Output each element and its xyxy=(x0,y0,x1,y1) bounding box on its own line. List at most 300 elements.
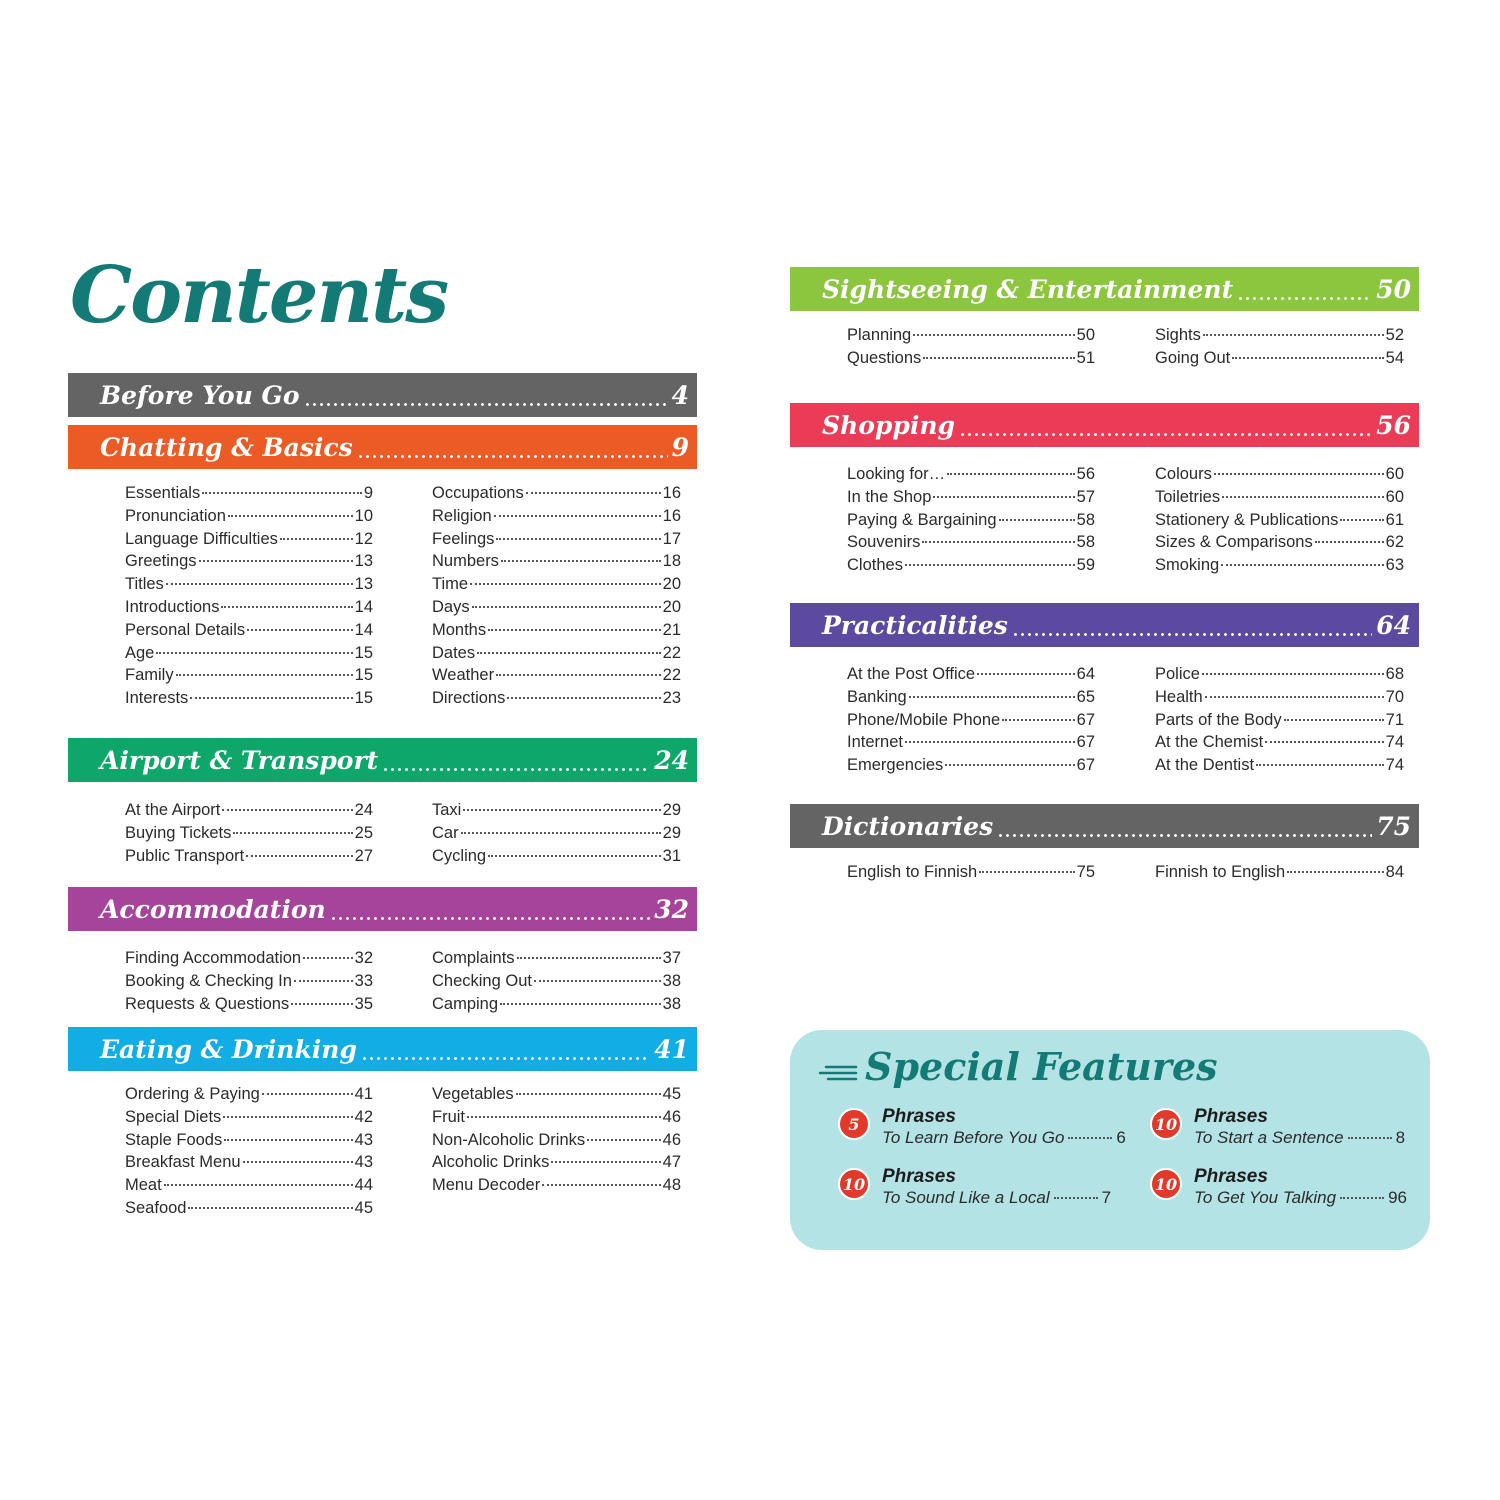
section-title: Airport & Transport xyxy=(100,745,379,775)
section-title: Eating & Drinking xyxy=(100,1034,357,1064)
dot-leader xyxy=(472,606,661,608)
entry-page: 33 xyxy=(354,971,373,990)
dot-leader xyxy=(1287,871,1383,873)
dot-leader xyxy=(291,1003,352,1005)
entry-page: 65 xyxy=(1076,687,1095,706)
entry-label: At the Airport xyxy=(125,801,221,819)
dot-leader xyxy=(526,492,661,494)
special-features-title: Special Features xyxy=(865,1044,1218,1089)
entry-page: 54 xyxy=(1385,348,1404,367)
toc-entry[interactable] xyxy=(847,863,1095,886)
toc-entry[interactable] xyxy=(1155,756,1404,779)
dot-leader xyxy=(1340,519,1383,521)
dot-leader xyxy=(909,696,1075,698)
entries-right-airport xyxy=(432,801,681,869)
toc-entry[interactable] xyxy=(432,507,681,530)
entry-label: Age xyxy=(125,643,155,662)
dot-leader xyxy=(357,455,668,458)
entry-label: Family xyxy=(125,666,174,685)
toc-entry[interactable] xyxy=(432,824,681,847)
count-badge-icon: 10 xyxy=(838,1168,870,1200)
toc-entry[interactable] xyxy=(125,1176,373,1199)
toc-entry[interactable] xyxy=(125,1085,373,1108)
dot-leader xyxy=(190,697,352,699)
entry-page: 13 xyxy=(354,575,373,594)
entry-page: 58 xyxy=(1076,533,1095,552)
toc-entry[interactable] xyxy=(847,733,1095,756)
toc-entry[interactable] xyxy=(432,552,681,575)
entry-label: Vegetables xyxy=(432,1085,514,1103)
dot-leader xyxy=(1202,673,1384,675)
toc-entry[interactable] xyxy=(1155,326,1404,349)
entry-label: Breakfast Menu xyxy=(125,1153,241,1172)
entry-label: Seafood xyxy=(125,1198,187,1217)
entry-page: 45 xyxy=(662,1085,681,1103)
dot-leader xyxy=(470,583,661,585)
dot-leader xyxy=(999,519,1075,521)
entry-page: 27 xyxy=(354,846,373,865)
entry-label: Planning xyxy=(847,326,912,344)
entry-page: 45 xyxy=(354,1198,373,1217)
dot-leader xyxy=(922,541,1074,543)
toc-entry[interactable] xyxy=(432,666,681,689)
dot-leader xyxy=(202,492,362,494)
entry-label: Parts of the Body xyxy=(1155,710,1282,729)
toc-entry[interactable] xyxy=(1155,688,1404,711)
dot-leader xyxy=(516,1093,661,1095)
entry-label: Looking for… xyxy=(847,465,946,483)
toc-entry[interactable] xyxy=(1155,533,1404,556)
entry-page: 41 xyxy=(354,1085,373,1103)
dot-leader xyxy=(477,652,661,654)
section-title: Sightseeing & Entertainment xyxy=(822,274,1234,304)
dot-leader xyxy=(551,1161,660,1163)
entry-label: Public Transport xyxy=(125,846,245,865)
entry-page: 13 xyxy=(354,552,373,571)
entry-label: Special Diets xyxy=(125,1107,222,1126)
section-header-airport[interactable] xyxy=(68,738,697,782)
entry-page: 18 xyxy=(662,552,681,571)
dot-leader xyxy=(1002,719,1074,721)
entry-label: Meat xyxy=(125,1176,162,1195)
section-header-accommodation[interactable] xyxy=(68,887,697,931)
dot-leader xyxy=(1232,357,1383,359)
dot-leader xyxy=(224,1139,352,1141)
toc-entry[interactable] xyxy=(432,1108,681,1131)
toc-entry[interactable] xyxy=(1155,465,1404,488)
entry-page: 21 xyxy=(662,620,681,639)
dot-leader xyxy=(1256,764,1384,766)
dot-leader xyxy=(913,334,1074,336)
dot-leader xyxy=(247,629,353,631)
entry-page: 59 xyxy=(1076,556,1095,575)
dot-leader xyxy=(330,917,651,920)
feature-heading: Phrases xyxy=(1194,1106,1268,1127)
entry-page: 38 xyxy=(662,971,681,990)
dot-leader xyxy=(262,1093,353,1095)
toc-entry[interactable] xyxy=(125,1153,373,1176)
section-title: Dictionaries xyxy=(822,811,994,841)
dot-leader xyxy=(542,1184,660,1186)
entry-page: 43 xyxy=(354,1153,373,1172)
toc-entry[interactable] xyxy=(125,972,373,995)
section-title: Accommodation xyxy=(100,894,326,924)
entry-label: At the Post Office xyxy=(847,665,976,683)
dot-leader xyxy=(246,855,352,857)
entry-label: Time xyxy=(432,575,469,594)
section-header-chatting[interactable] xyxy=(68,425,697,469)
entry-label: Car xyxy=(432,823,459,842)
entries-left-chatting xyxy=(125,484,373,712)
dot-leader xyxy=(463,809,660,811)
entries-left-eating xyxy=(125,1085,373,1222)
toc-entry[interactable] xyxy=(847,488,1095,511)
entry-label: Colours xyxy=(1155,465,1212,483)
section-page: 9 xyxy=(671,432,689,462)
dot-leader xyxy=(1205,696,1384,698)
toc-entry[interactable] xyxy=(125,644,373,667)
entry-page: 48 xyxy=(662,1176,681,1195)
entry-label: Greetings xyxy=(125,552,197,571)
section-title: Before You Go xyxy=(100,380,300,410)
dot-leader xyxy=(361,1057,650,1060)
dot-leader xyxy=(500,1003,661,1005)
entry-label: Police xyxy=(1155,665,1200,683)
toc-entry[interactable] xyxy=(125,621,373,644)
entry-label: Cycling xyxy=(432,846,487,865)
toc-entry[interactable] xyxy=(125,575,373,598)
entry-page: 15 xyxy=(354,689,373,708)
dot-leader xyxy=(1054,1197,1098,1199)
dot-leader xyxy=(979,871,1074,873)
toc-entry[interactable] xyxy=(432,1085,681,1108)
toc-entry[interactable] xyxy=(847,711,1095,734)
entry-page: 32 xyxy=(354,949,373,967)
dot-leader xyxy=(228,515,353,517)
toc-entry[interactable] xyxy=(1155,863,1404,886)
entry-label: Introductions xyxy=(125,597,220,616)
feature-subtitle: To Learn Before You Go xyxy=(882,1128,1065,1147)
dot-leader xyxy=(947,473,1075,475)
feature-page: 96 xyxy=(1388,1188,1408,1207)
dot-leader xyxy=(156,652,352,654)
entry-page: 47 xyxy=(662,1153,681,1172)
toc-entry[interactable] xyxy=(125,484,373,507)
dot-leader xyxy=(496,538,660,540)
entry-label: Banking xyxy=(847,687,907,706)
special-features-panel xyxy=(790,1030,1430,1250)
toc-entry[interactable] xyxy=(432,1153,681,1176)
toc-entry[interactable] xyxy=(432,847,681,870)
toc-entry[interactable] xyxy=(1155,349,1404,372)
dot-leader xyxy=(534,980,661,982)
dot-leader xyxy=(517,957,661,959)
entry-label: Weather xyxy=(432,666,495,685)
entry-page: 15 xyxy=(354,643,373,662)
toc-entry[interactable] xyxy=(847,533,1095,556)
dot-leader xyxy=(1340,1197,1384,1199)
dot-leader xyxy=(223,1116,352,1118)
entry-label: Days xyxy=(432,597,470,616)
entries-right-practicalities xyxy=(1155,665,1404,779)
feature-subtitle-row xyxy=(1194,1128,1405,1148)
section-title: Practicalities xyxy=(822,610,1008,640)
entry-page: 15 xyxy=(354,666,373,685)
toc-entry[interactable] xyxy=(125,530,373,553)
entry-label: Sizes & Comparisons xyxy=(1155,533,1313,552)
toc-entry[interactable] xyxy=(432,530,681,553)
section-page: 56 xyxy=(1376,410,1411,440)
entries-left-accommodation xyxy=(125,949,373,1017)
entry-page: 20 xyxy=(662,575,681,594)
special-feature-item[interactable] xyxy=(1150,1108,1410,1156)
entry-page: 60 xyxy=(1385,487,1404,506)
dot-leader xyxy=(1237,297,1372,300)
entry-label: Numbers xyxy=(432,552,499,571)
entries-right-shopping xyxy=(1155,465,1404,579)
entry-page: 20 xyxy=(662,597,681,616)
toc-entry[interactable] xyxy=(847,665,1095,688)
feature-subtitle: To Sound Like a Local xyxy=(882,1188,1050,1207)
toc-entry[interactable] xyxy=(125,552,373,575)
entry-page: 74 xyxy=(1385,756,1404,775)
toc-entry[interactable] xyxy=(432,995,681,1018)
entry-label: Going Out xyxy=(1155,348,1231,367)
entries-right-accommodation xyxy=(432,949,681,1017)
toc-entry[interactable] xyxy=(125,507,373,530)
toc-entry[interactable] xyxy=(1155,711,1404,734)
special-feature-item[interactable] xyxy=(838,1166,1112,1216)
dot-leader xyxy=(1012,633,1372,636)
speed-lines-icon xyxy=(818,1064,858,1084)
dot-leader xyxy=(467,1116,661,1118)
entry-label: Stationery & Publications xyxy=(1155,510,1339,529)
section-header-practicalities[interactable] xyxy=(790,603,1419,647)
dot-leader xyxy=(280,538,353,540)
entry-label: Booking & Checking In xyxy=(125,971,292,990)
feature-page: 7 xyxy=(1101,1188,1112,1207)
toc-entry[interactable] xyxy=(125,949,373,972)
dot-leader xyxy=(488,855,661,857)
toc-entry[interactable] xyxy=(847,556,1095,579)
entry-page: 37 xyxy=(662,949,681,967)
entry-page: 46 xyxy=(662,1130,681,1149)
special-feature-item[interactable] xyxy=(838,1106,1126,1156)
entry-page: 29 xyxy=(662,823,681,842)
entry-page: 63 xyxy=(1385,556,1404,575)
entries-right-dictionaries xyxy=(1155,863,1404,886)
entries-left-shopping xyxy=(847,465,1095,579)
entry-label: Taxi xyxy=(432,801,462,819)
toc-entry[interactable] xyxy=(432,1176,681,1199)
feature-subtitle-row xyxy=(1194,1188,1407,1208)
entry-label: Camping xyxy=(432,994,499,1013)
entry-page: 22 xyxy=(662,643,681,662)
entry-label: Finnish to English xyxy=(1155,863,1286,881)
toc-entry[interactable] xyxy=(125,824,373,847)
section-header-eating[interactable] xyxy=(68,1027,697,1071)
dot-leader xyxy=(1222,496,1384,498)
section-header-before[interactable] xyxy=(68,373,697,417)
toc-entry[interactable] xyxy=(432,949,681,972)
entry-label: Ordering & Paying xyxy=(125,1085,260,1103)
toc-entry[interactable] xyxy=(847,465,1095,488)
feature-page: 6 xyxy=(1116,1128,1126,1147)
entry-page: 14 xyxy=(354,620,373,639)
section-page: 41 xyxy=(654,1034,689,1064)
feature-heading: Phrases xyxy=(882,1166,956,1187)
dot-leader xyxy=(221,606,352,608)
toc-entry[interactable] xyxy=(1155,733,1404,756)
entry-label: Emergencies xyxy=(847,756,944,775)
count-badge-icon: 5 xyxy=(838,1108,870,1140)
entry-page: 9 xyxy=(363,484,373,502)
entry-label: Non-Alcoholic Drinks xyxy=(432,1130,586,1149)
dot-leader xyxy=(494,515,661,517)
entry-page: 12 xyxy=(354,529,373,548)
section-header-dictionaries[interactable] xyxy=(790,804,1419,848)
toc-entry[interactable] xyxy=(847,326,1095,349)
toc-entry[interactable] xyxy=(432,484,681,507)
dot-leader xyxy=(166,583,353,585)
entries-left-airport xyxy=(125,801,373,869)
feature-subtitle: To Get You Talking xyxy=(1194,1188,1337,1207)
entry-page: 71 xyxy=(1385,710,1404,729)
toc-entry[interactable] xyxy=(432,644,681,667)
toc-entry[interactable] xyxy=(847,349,1095,372)
entry-page: 51 xyxy=(1076,348,1095,367)
entry-label: Alcoholic Drinks xyxy=(432,1153,550,1172)
entry-page: 42 xyxy=(354,1107,373,1126)
feature-subtitle: To Start a Sentence xyxy=(1194,1128,1344,1147)
toc-entry[interactable] xyxy=(432,972,681,995)
entries-right-chatting xyxy=(432,484,681,712)
entry-page: 61 xyxy=(1385,510,1404,529)
entry-page: 58 xyxy=(1076,510,1095,529)
feature-subtitle-row xyxy=(882,1128,1126,1148)
toc-entry[interactable] xyxy=(847,511,1095,534)
entry-page: 67 xyxy=(1076,733,1095,752)
toc-entry[interactable] xyxy=(125,598,373,621)
section-header-sightseeing[interactable] xyxy=(790,267,1419,311)
entry-page: 70 xyxy=(1385,687,1404,706)
toc-entry[interactable] xyxy=(847,688,1095,711)
dot-leader xyxy=(461,832,661,834)
toc-entry[interactable] xyxy=(432,598,681,621)
entry-label: Phone/Mobile Phone xyxy=(847,710,1001,729)
entry-page: 56 xyxy=(1076,465,1095,483)
toc-entry[interactable] xyxy=(125,666,373,689)
entries-right-eating xyxy=(432,1085,681,1199)
entries-left-dictionaries xyxy=(847,863,1095,886)
entry-label: Sights xyxy=(1155,326,1201,344)
section-page: 50 xyxy=(1376,274,1411,304)
entry-page: 60 xyxy=(1385,465,1404,483)
dot-leader xyxy=(1203,334,1384,336)
toc-entry[interactable] xyxy=(125,1108,373,1131)
dot-leader xyxy=(945,764,1074,766)
entry-label: Pronunciation xyxy=(125,506,226,525)
toc-entry[interactable] xyxy=(847,756,1095,779)
dot-leader xyxy=(188,1207,352,1209)
toc-entry[interactable] xyxy=(125,801,373,824)
dot-leader xyxy=(233,832,352,834)
entry-label: Souvenirs xyxy=(847,533,921,552)
entries-right-sightseeing xyxy=(1155,326,1404,372)
entry-page: 74 xyxy=(1385,733,1404,752)
toc-entry[interactable] xyxy=(432,801,681,824)
toc-entry[interactable] xyxy=(125,689,373,712)
section-page: 4 xyxy=(671,380,689,410)
count-badge-icon: 10 xyxy=(1150,1108,1182,1140)
feature-page: 8 xyxy=(1395,1128,1406,1147)
toc-entry[interactable] xyxy=(125,995,373,1018)
section-title: Chatting & Basics xyxy=(100,432,353,462)
dot-leader xyxy=(905,741,1075,743)
entry-page: 67 xyxy=(1076,710,1095,729)
toc-entry[interactable] xyxy=(432,621,681,644)
entry-page: 31 xyxy=(662,846,681,865)
dot-leader xyxy=(199,560,353,562)
entry-label: Smoking xyxy=(1155,556,1220,575)
entries-left-sightseeing xyxy=(847,326,1095,372)
dot-leader xyxy=(1214,473,1384,475)
entry-label: Directions xyxy=(432,689,506,708)
toc-entry[interactable] xyxy=(125,847,373,870)
entry-page: 24 xyxy=(354,801,373,819)
entry-page: 62 xyxy=(1385,533,1404,552)
dot-leader xyxy=(1068,1137,1112,1139)
entry-label: In the Shop xyxy=(847,487,932,506)
entry-label: Clothes xyxy=(847,556,903,575)
toc-entry[interactable] xyxy=(125,1199,373,1222)
entry-page: 22 xyxy=(662,666,681,685)
toc-entry[interactable] xyxy=(432,689,681,712)
toc-entry[interactable] xyxy=(1155,488,1404,511)
count-badge-icon: 10 xyxy=(1150,1168,1182,1200)
entry-label: Feelings xyxy=(432,529,495,548)
toc-entry[interactable] xyxy=(1155,511,1404,534)
entry-label: Occupations xyxy=(432,484,524,502)
dot-leader xyxy=(997,834,1372,837)
entry-label: Staple Foods xyxy=(125,1130,223,1149)
entry-page: 57 xyxy=(1076,487,1095,506)
special-feature-item[interactable] xyxy=(1150,1168,1410,1216)
entry-label: At the Dentist xyxy=(1155,756,1255,775)
dot-leader xyxy=(303,957,353,959)
dot-leader xyxy=(933,496,1074,498)
entries-left-practicalities xyxy=(847,665,1095,779)
dot-leader xyxy=(923,357,1074,359)
section-header-shopping[interactable] xyxy=(790,403,1419,447)
dot-leader xyxy=(587,1139,661,1141)
section-title: Shopping xyxy=(822,410,956,440)
toc-entry[interactable] xyxy=(1155,556,1404,579)
entry-page: 14 xyxy=(354,597,373,616)
section-page: 75 xyxy=(1376,811,1411,841)
toc-entry[interactable] xyxy=(125,1131,373,1154)
entry-label: Questions xyxy=(847,348,922,367)
entry-label: Language Difficulties xyxy=(125,529,278,548)
dot-leader xyxy=(294,980,353,982)
toc-entry[interactable] xyxy=(432,1131,681,1154)
toc-entry[interactable] xyxy=(432,575,681,598)
entry-label: Menu Decoder xyxy=(432,1176,541,1195)
entry-page: 68 xyxy=(1385,665,1404,683)
entry-page: 16 xyxy=(662,506,681,525)
toc-entry[interactable] xyxy=(1155,665,1404,688)
entry-label: Paying & Bargaining xyxy=(847,510,997,529)
